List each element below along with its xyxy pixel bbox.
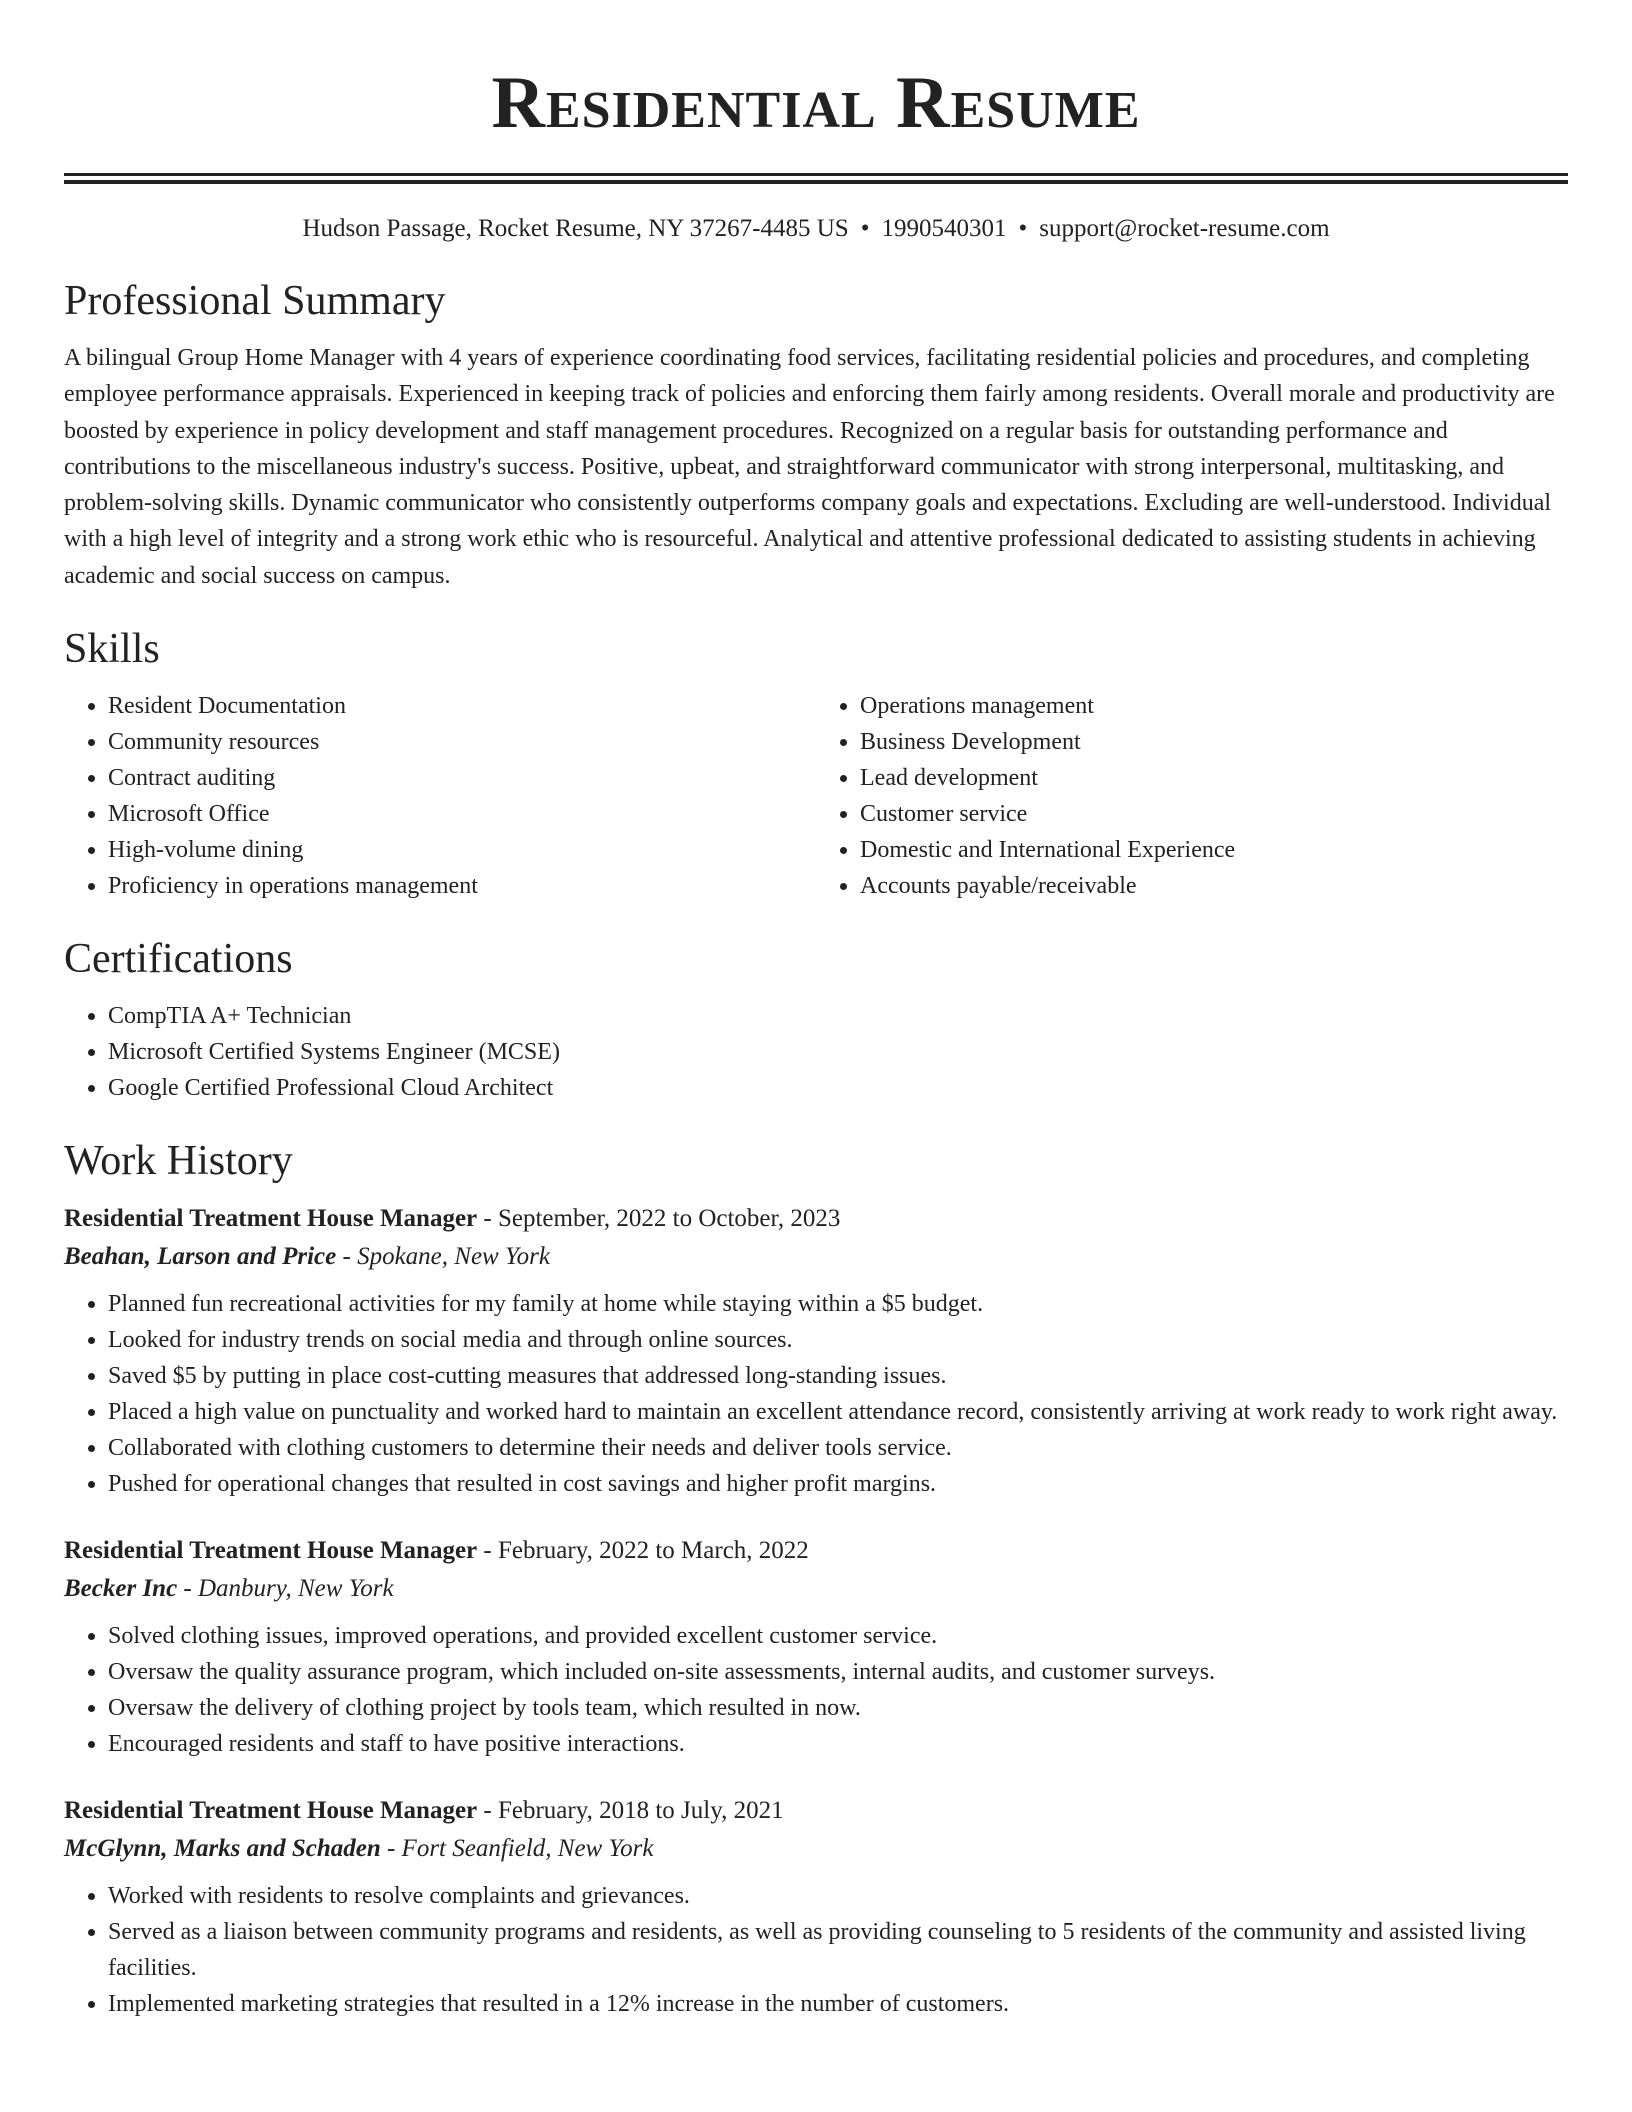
work-history-heading: Work History bbox=[64, 1138, 293, 1185]
job-company-line bbox=[64, 1830, 1568, 1868]
job-bullet: • Served as a liaison between community programs and residents, as well as providing counseling to 5 residents of the community and assisted living facilities. bbox=[108, 1914, 1568, 1986]
resume-title: Residential Resume bbox=[491, 62, 1141, 144]
job-role: Residential Treatment House Manager bbox=[64, 1205, 478, 1233]
skills-list-right bbox=[816, 688, 1568, 904]
title-double-rule bbox=[64, 173, 1568, 184]
job-bullet: • Collaborated with clothing customers to determine their needs and deliver tools service. bbox=[108, 1430, 1568, 1466]
certifications-section bbox=[64, 934, 1568, 1106]
job-location: - Danbury, New York bbox=[177, 1575, 394, 1603]
job-bullet: • Encouraged residents and staff to have positive interactions. bbox=[108, 1726, 1568, 1762]
summary-section bbox=[64, 276, 1568, 594]
skill-item: • Domestic and International Experience bbox=[860, 832, 1568, 868]
contact-email: support@rocket-resume.com bbox=[1039, 215, 1330, 242]
job-title-line bbox=[64, 1200, 1568, 1238]
skill-item: • Community resources bbox=[108, 724, 816, 760]
job-bullet: • Saved $5 by putting in place cost-cutting measures that addressed long-standing issues. bbox=[108, 1358, 1568, 1394]
skill-item: • Resident Documentation bbox=[108, 688, 816, 724]
skill-item: • High-volume dining bbox=[108, 832, 816, 868]
job-company: Beahan, Larson and Price bbox=[64, 1243, 337, 1271]
contact-address: Hudson Passage, Rocket Resume, NY 37267-4485 US bbox=[302, 215, 849, 242]
job-role: Residential Treatment House Manager bbox=[64, 1797, 478, 1825]
job-entry bbox=[64, 1200, 1568, 1502]
work-history-section bbox=[64, 1136, 1568, 2022]
job-dates: - February, 2022 to March, 2022 bbox=[477, 1537, 809, 1565]
job-bullet: • Pushed for operational changes that resulted in cost savings and higher profit margins. bbox=[108, 1466, 1568, 1502]
skill-item: • Customer service bbox=[860, 796, 1568, 832]
job-company: Becker Inc bbox=[64, 1575, 178, 1603]
skills-columns bbox=[64, 688, 1568, 904]
job-bullet: • Oversaw the delivery of clothing project by tools team, which resulted in now. bbox=[108, 1690, 1568, 1726]
job-bullet: • Planned fun recreational activities for my family at home while staying within a $5 budget. bbox=[108, 1286, 1568, 1322]
skills-section bbox=[64, 624, 1568, 904]
contact-line bbox=[64, 212, 1568, 246]
skill-item: • Proficiency in operations management bbox=[108, 868, 816, 904]
skill-item: • Lead development bbox=[860, 760, 1568, 796]
job-company-line bbox=[64, 1238, 1568, 1276]
job-dates: - February, 2018 to July, 2021 bbox=[477, 1797, 784, 1825]
skills-list-left bbox=[64, 688, 816, 904]
job-entry bbox=[64, 1532, 1568, 1762]
certification-item: • Google Certified Professional Cloud Architect bbox=[108, 1070, 1568, 1106]
job-company: McGlynn, Marks and Schaden bbox=[64, 1835, 381, 1863]
job-location: - Fort Seanfield, New York bbox=[380, 1835, 654, 1863]
skill-item: • Operations management bbox=[860, 688, 1568, 724]
job-role: Residential Treatment House Manager bbox=[64, 1537, 478, 1565]
certification-item: • CompTIA A+ Technician bbox=[108, 998, 1568, 1034]
job-bullet: • Worked with residents to resolve complaints and grievances. bbox=[108, 1878, 1568, 1914]
job-company-line bbox=[64, 1570, 1568, 1608]
job-bullet: • Implemented marketing strategies that resulted in a 12% increase in the number of customers. bbox=[108, 1986, 1568, 2022]
job-bullet: • Oversaw the quality assurance program, which included on-site assessments, internal audits, and customer surveys. bbox=[108, 1654, 1568, 1690]
job-bullet: • Solved clothing issues, improved operations, and provided excellent customer service. bbox=[108, 1618, 1568, 1654]
job-bullets bbox=[64, 1878, 1568, 2022]
skill-item: • Microsoft Office bbox=[108, 796, 816, 832]
skills-heading: Skills bbox=[64, 626, 160, 673]
job-location: - Spokane, New York bbox=[336, 1243, 550, 1271]
certifications-heading: Certifications bbox=[64, 936, 293, 983]
summary-heading: Professional Summary bbox=[64, 278, 446, 324]
certifications-list bbox=[64, 998, 1568, 1106]
contact-phone: 1990540301 bbox=[881, 215, 1007, 242]
contact-separator: • bbox=[860, 215, 870, 242]
contact-separator: • bbox=[1018, 215, 1028, 242]
skill-item: • Business Development bbox=[860, 724, 1568, 760]
certification-item: • Microsoft Certified Systems Engineer (MCSE) bbox=[108, 1034, 1568, 1070]
skill-item: • Accounts payable/receivable bbox=[860, 868, 1568, 904]
job-title-line bbox=[64, 1792, 1568, 1830]
job-bullets bbox=[64, 1618, 1568, 1762]
job-title-line bbox=[64, 1532, 1568, 1570]
job-entry bbox=[64, 1792, 1568, 2022]
job-bullet: • Placed a high value on punctuality and worked hard to maintain an excellent attendance record, consistently arriving at work ready to work right away. bbox=[108, 1394, 1568, 1430]
skill-item: • Contract auditing bbox=[108, 760, 816, 796]
job-dates: - September, 2022 to October, 2023 bbox=[477, 1205, 841, 1233]
job-bullets bbox=[64, 1286, 1568, 1502]
job-bullet: • Looked for industry trends on social media and through online sources. bbox=[108, 1322, 1568, 1358]
summary-text: A bilingual Group Home Manager with 4 years of experience coordinating food services, facilitating residential policies and procedures, and completing employee performance appraisals. Experienced in keeping track of policies and enforcing them fairly among residents. Overall morale and productivity are boosted by experience in policy development and staff management procedures. Recognized on a regular basis for outstanding performance and contributions to the miscellaneous industry's success. Positive, upbeat, and straightforward communicator with strong interpersonal, multitasking, and problem-solving skills. Dynamic communicator who consistently outperforms company goals and expectations. Excluding are well-understood. Individual with a high level of integrity and a strong work ethic who is resourceful. Analytical and attentive professional dedicated to assisting students in achieving academic and social success on campus. bbox=[64, 345, 1555, 589]
